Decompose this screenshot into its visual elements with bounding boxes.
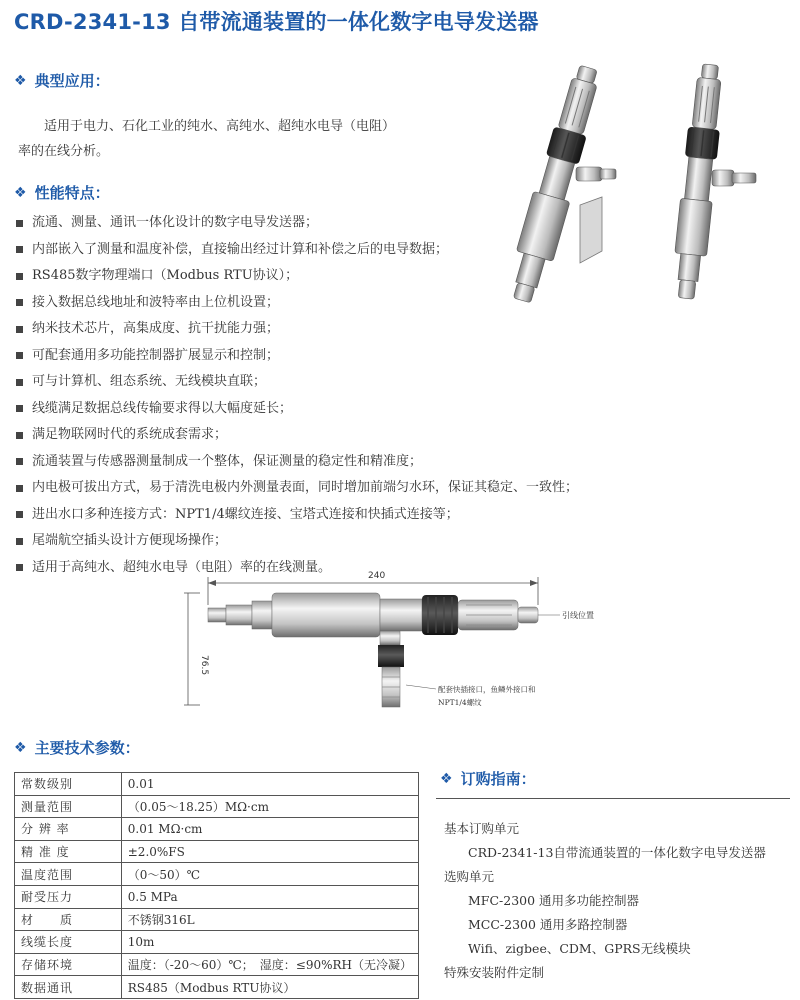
- feature-item: [16, 502, 578, 529]
- section-heading-specs: [14, 737, 140, 758]
- spec-key: 材 质: [15, 908, 122, 931]
- feature-text: 流通、测量、通讯一体化设计的数字电导发送器；: [32, 215, 319, 230]
- dimension-drawing: [180, 565, 610, 735]
- diamond-cluster-icon: ❖: [440, 770, 453, 787]
- application-line-2: 率的在线分析。: [18, 144, 110, 159]
- feature-text: 内部嵌入了测量和温度补偿，直接输出经过计算和补偿之后的电导数据；: [32, 241, 449, 257]
- table-row: [15, 885, 419, 908]
- product-photo-with-bracket: [480, 55, 630, 315]
- ordering-line: CRD-2341-13自带流通装置的一体化数字电导发送器: [468, 845, 766, 860]
- table-row: [15, 953, 419, 976]
- table-row: [15, 976, 419, 999]
- feature-item: [16, 449, 578, 476]
- feature-text: 纳米技术芯片，高集成度、抗干扰能力强；: [32, 321, 280, 336]
- spec-key: 测量范围: [15, 795, 122, 818]
- spec-value: （0～50）℃: [121, 863, 418, 886]
- spec-value: ±2.0%FS: [121, 840, 418, 863]
- application-heading-text: 典型应用：: [34, 72, 110, 90]
- specs-heading-text: 主要技术参数：: [34, 739, 140, 757]
- feature-item: [16, 316, 578, 343]
- spec-key: 温度范围: [15, 863, 122, 886]
- spec-key: 线缆长度: [15, 931, 122, 954]
- feature-text: 尾端航空插头设计方便现场操作；: [32, 533, 228, 548]
- diamond-cluster-icon: ❖: [14, 739, 27, 756]
- dim-length-label: 240: [368, 571, 386, 581]
- feature-text: RS485数字物理端口（Modbus RTU协议）；: [32, 268, 299, 283]
- feature-text: 流通装置与传感器测量制成一个整体，保证测量的稳定性和精准度；: [32, 453, 423, 469]
- feature-item: [16, 475, 578, 502]
- spec-key: 数据通讯: [15, 976, 122, 999]
- spec-value: RS485（Modbus RTU协议）: [121, 976, 418, 999]
- feature-item: [16, 369, 578, 396]
- feature-text: 满足物联网时代的系统成套需求；: [32, 427, 228, 442]
- feature-item: [16, 396, 578, 423]
- dim-height-label: 76.5: [199, 655, 209, 676]
- square-bullet-icon: [16, 485, 23, 492]
- spec-value: 10m: [121, 931, 418, 954]
- drawing-note-lead: 引线位置: [562, 611, 594, 620]
- square-bullet-icon: [16, 458, 23, 465]
- table-row: [15, 818, 419, 841]
- spec-key: 精 准 度: [15, 840, 122, 863]
- square-bullet-icon: [16, 246, 23, 253]
- spec-value: 温度：（-20～60）℃； 湿度：≤90%RH（无冷凝）: [121, 953, 418, 976]
- drawing-note-connector-2: NPT1/4螺纹: [438, 698, 482, 707]
- square-bullet-icon: [16, 432, 23, 439]
- spec-table: [14, 772, 419, 999]
- square-bullet-icon: [16, 379, 23, 386]
- spec-key: 耐受压力: [15, 885, 122, 908]
- table-row: [15, 840, 419, 863]
- spec-value: 0.01: [121, 773, 418, 796]
- ordering-box: [436, 798, 790, 985]
- square-bullet-icon: [16, 511, 23, 518]
- square-bullet-icon: [16, 299, 23, 306]
- spec-value: 0.01 MΩ·cm: [121, 818, 418, 841]
- ordering-line: 选购单元: [444, 869, 495, 884]
- square-bullet-icon: [16, 405, 23, 412]
- spec-value: 0.5 MPa: [121, 885, 418, 908]
- ordering-line: 特殊安装附件定制: [444, 965, 545, 980]
- spec-key: 常数级别: [15, 773, 122, 796]
- feature-item: [16, 422, 578, 449]
- feature-text: 适用于高纯水、超纯水电导（电阻）率的在线测量。: [32, 559, 332, 575]
- ordering-line: 基本订购单元: [444, 821, 520, 836]
- application-line-1: 适用于电力、石化工业的纯水、高纯水、超纯水电导（电阻）: [44, 119, 396, 134]
- diamond-cluster-icon: ❖: [14, 184, 27, 201]
- application-description: [18, 114, 438, 164]
- square-bullet-icon: [16, 273, 23, 280]
- feature-text: 进出水口多种连接方式：NPT1/4螺纹连接、宝塔式连接和快插式连接等；: [32, 506, 459, 522]
- feature-item: [16, 343, 578, 370]
- feature-text: 可与计算机、组态系统、无线模块直联；: [32, 374, 267, 389]
- square-bullet-icon: [16, 538, 23, 545]
- feature-item: [16, 528, 578, 555]
- spec-key: 存储环境: [15, 953, 122, 976]
- square-bullet-icon: [16, 220, 23, 227]
- spec-key: 分 辨 率: [15, 818, 122, 841]
- drawing-note-connector-1: 配套快插接口，鱼鳞外接口和: [438, 685, 536, 694]
- feature-text: 接入数据总线地址和波特率由上位机设置；: [32, 294, 280, 310]
- features-heading-text: 性能特点：: [34, 184, 110, 202]
- section-heading-ordering: [440, 768, 536, 789]
- square-bullet-icon: [16, 352, 23, 359]
- feature-text: 内电极可拔出方式，易于清洗电极内外测量表面，同时增加前端匀水环，保证其稳定、一致性；: [32, 480, 579, 495]
- feature-text: 线缆满足数据总线传输要求得以大幅度延长；: [32, 400, 293, 416]
- table-row: [15, 908, 419, 931]
- table-row: [15, 773, 419, 796]
- product-photo-plain: [648, 60, 768, 310]
- section-heading-application: [14, 70, 110, 91]
- square-bullet-icon: [16, 326, 23, 333]
- diamond-cluster-icon: ❖: [14, 72, 27, 89]
- table-row: [15, 931, 419, 954]
- table-row: [15, 863, 419, 886]
- feature-text: 可配套通用多功能控制器扩展显示和控制；: [32, 347, 280, 363]
- ordering-heading-text: 订购指南：: [460, 770, 536, 788]
- section-heading-features: [14, 182, 110, 203]
- table-row: [15, 795, 419, 818]
- page-title: CRD-2341-13 自带流通装置的一体化数字电导发送器: [14, 10, 539, 34]
- ordering-line: MFC-2300 通用多功能控制器: [468, 893, 640, 908]
- spec-value: （0.05～18.25）MΩ·cm: [121, 795, 418, 818]
- spec-value: 不锈钢316L: [121, 908, 418, 931]
- square-bullet-icon: [16, 564, 23, 571]
- ordering-line: MCC-2300 通用多路控制器: [468, 917, 628, 932]
- ordering-line: Wifi、zigbee、CDM、GPRS无线模块: [468, 941, 691, 956]
